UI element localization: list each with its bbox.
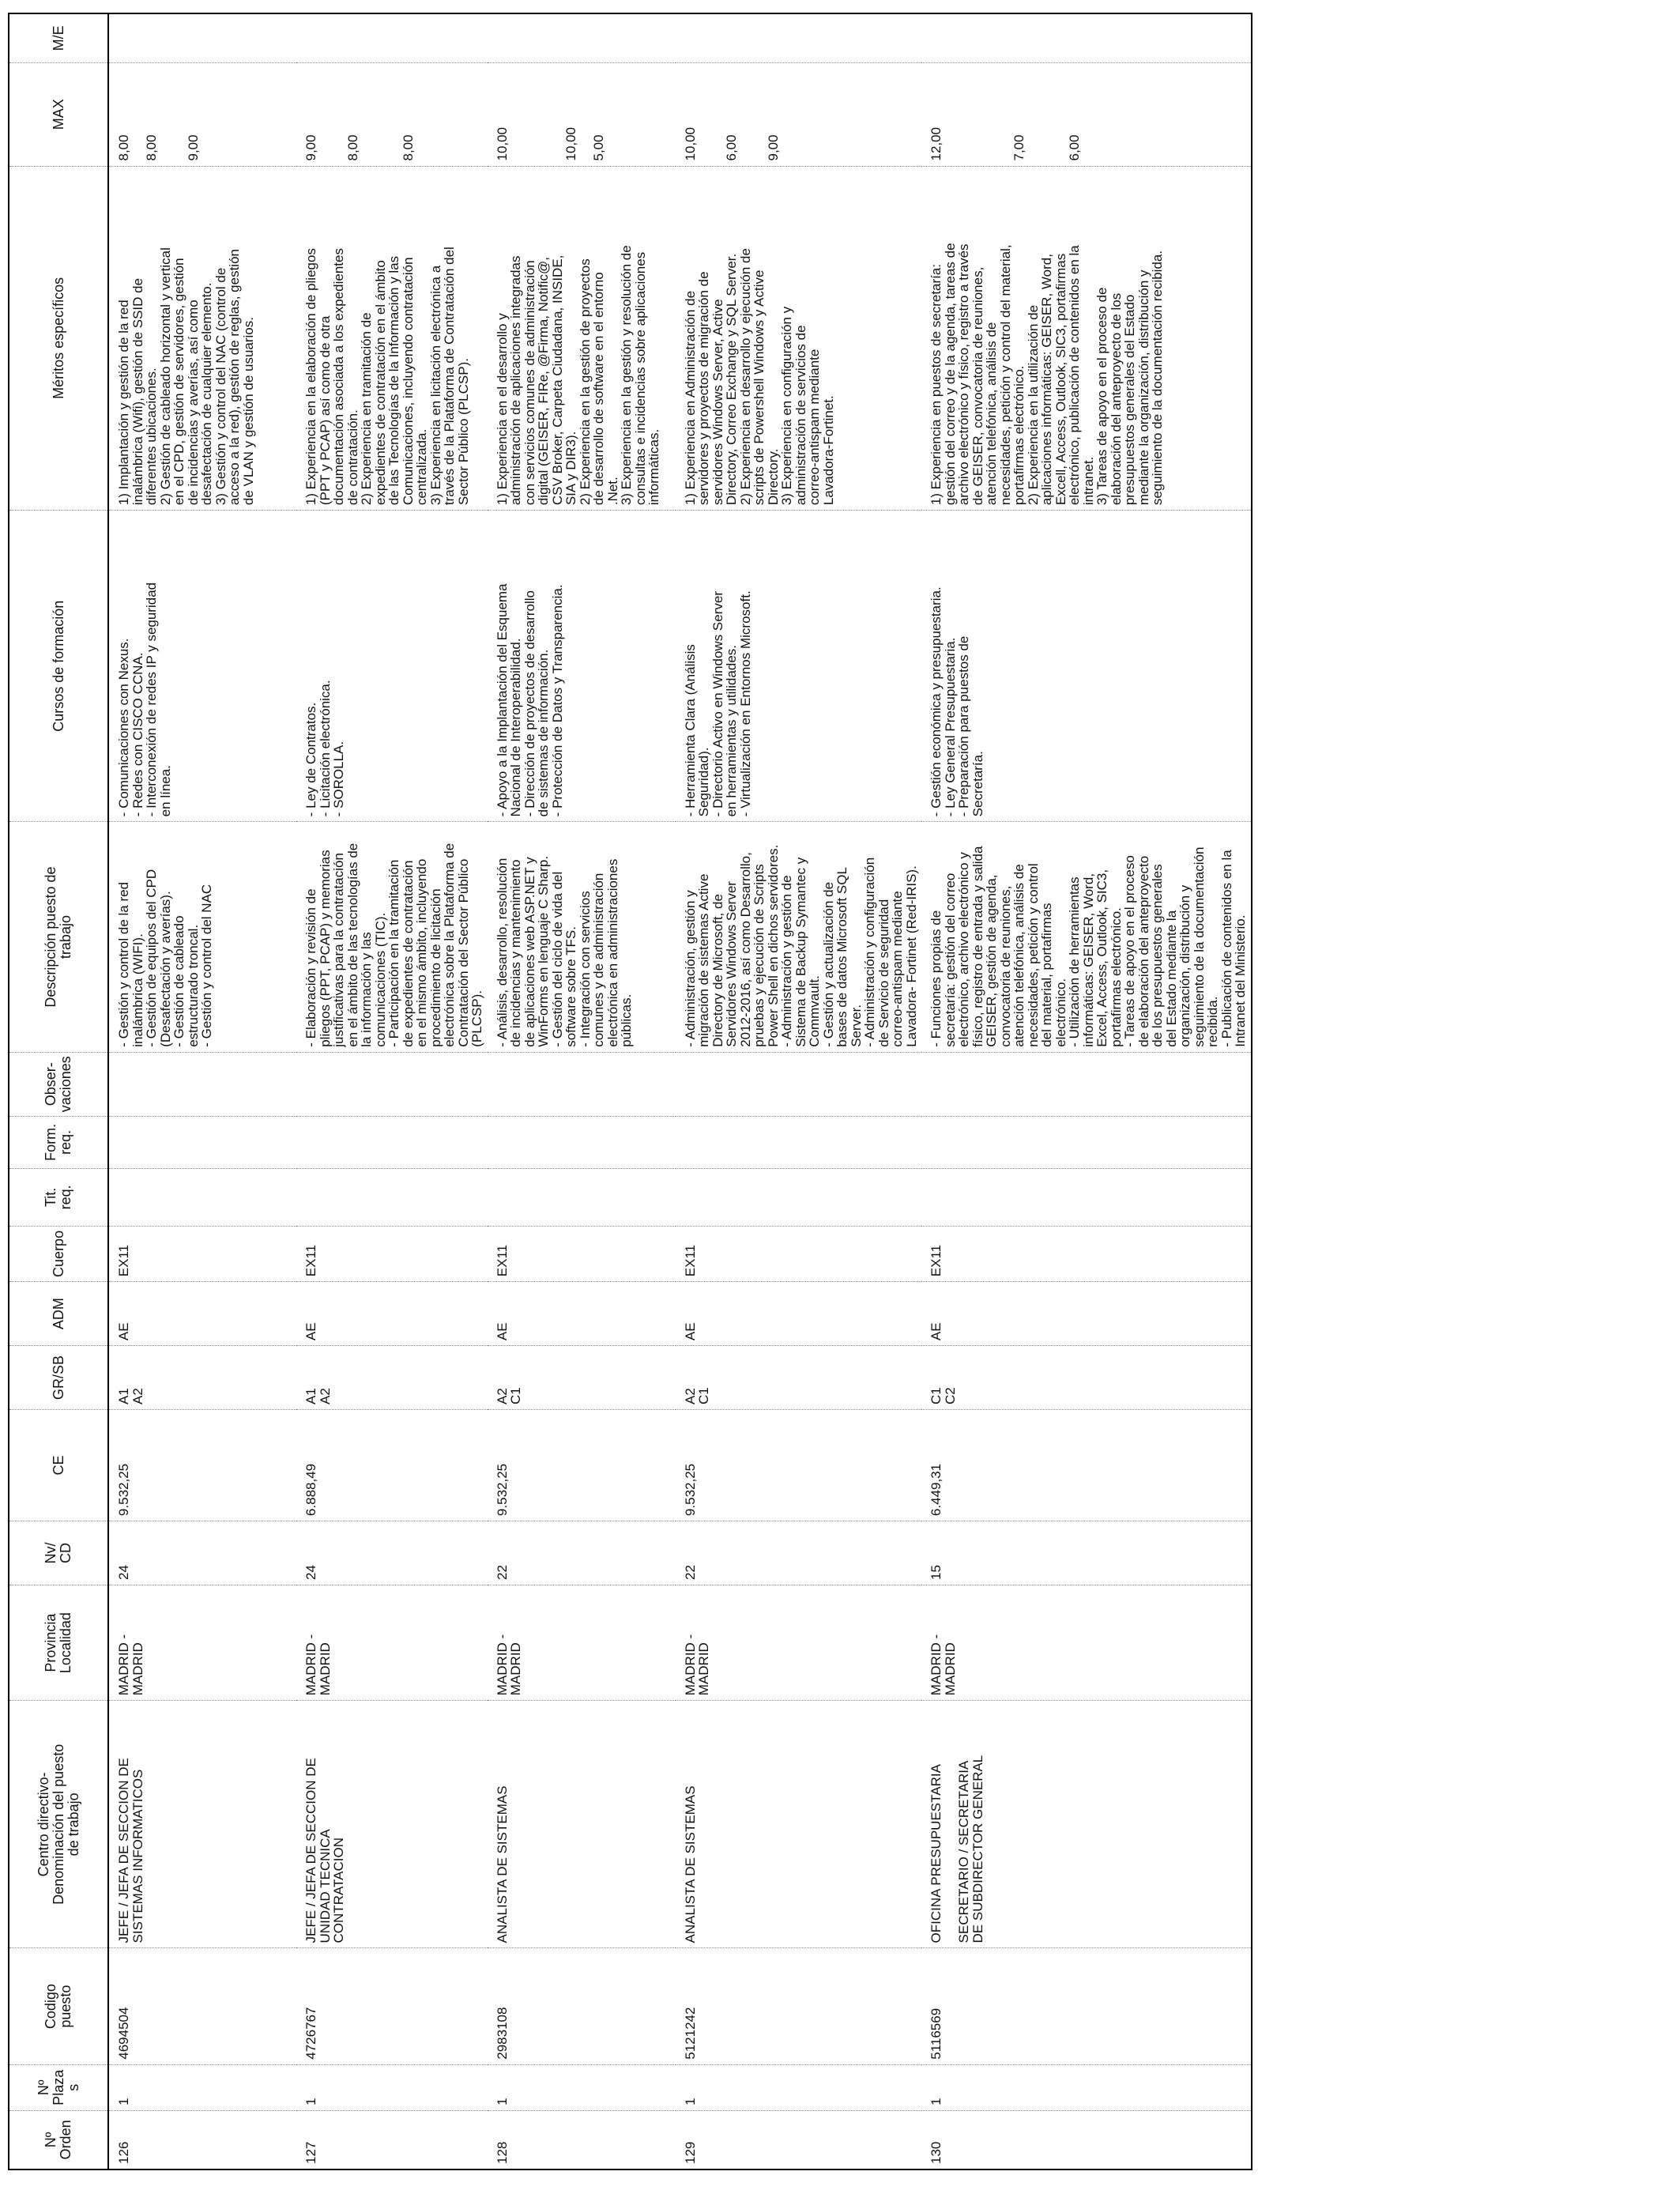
- cell-nivel: 22: [488, 1521, 676, 1585]
- cell-titulacion: [296, 1169, 488, 1227]
- cell-centro: ANALISTA DE SISTEMAS: [676, 1701, 922, 1948]
- cell-centro: JEFE / JEFA DE SECCION DE UNIDAD TECNICA CONTRATACION: [296, 1701, 488, 1948]
- header-cuerpo: Cuerpo: [9, 1226, 108, 1282]
- cell-provincia: MADRID - MADRID: [676, 1585, 922, 1700]
- cell-formacion: [108, 1116, 296, 1168]
- cell-cursos: - Apoyo a la Implantación del Esquema Nacional de Interoperabilidad. - Dirección de proyectos de desarrollo de sistemas de información. - Protección de Datos y Transparencia.: [488, 511, 676, 822]
- cell-ce: 6.449,31: [921, 1410, 1252, 1521]
- header-formacion: Form. req.: [9, 1116, 108, 1168]
- header-meritos: Méritos específicos: [9, 166, 108, 511]
- header-ce: CE: [9, 1410, 108, 1521]
- cell-cuerpo: EX11: [488, 1226, 676, 1282]
- cell-adm: AE: [488, 1282, 676, 1346]
- cell-plazas: 1: [921, 2064, 1252, 2110]
- cell-formacion: [921, 1116, 1252, 1168]
- cell-codigo: 2983108: [488, 1948, 676, 2064]
- cell-me: [488, 13, 676, 62]
- header-adm: ADM: [9, 1282, 108, 1346]
- cell-provincia: MADRID - MADRID: [108, 1585, 296, 1700]
- cell-codigo: 4694504: [108, 1948, 296, 2064]
- header-provincia: Provincia Localidad: [9, 1585, 108, 1700]
- cell-meritos: 1) Experiencia en puestos de secretaría: gestión del correo y de la agenda, tareas de archivo electrónico y físico, registro a través de GEISER, convocatoria de reuniones, atención telefónica, análisis de necesidades, petición y control del material, portafirmas electrónico. 2) Experiencia en la utilización de aplicaciones informáticas: GEISER, Word, Excell, Access, Outlook, SIC3, portafirmas electrónico, publicación de contenidos en la intranet. 3) Tareas de apoyo en el proceso de elaboración del anteproyecto de los presupuestos generales del Estado mediante la organización, distribución y seguimiento de la documentación recibida.: [921, 166, 1252, 511]
- cell-descripcion: - Análisis, desarrollo, resolución de incidencias y mantenimiento de aplicaciones web ASP.NET y WinForms en lenguaje C Sharp. - Gestión del ciclo de vida del software sobre TFS. - Integración con servicios comunes y de administración electrónica en administraciones públicas.: [488, 822, 676, 1052]
- cell-adm: AE: [108, 1282, 296, 1346]
- cell-plazas: 1: [108, 2064, 296, 2110]
- cell-cuerpo: EX11: [676, 1226, 922, 1282]
- cell-cursos: - Gestión económica y presupuestaria. - Ley General Presupuestaria. - Preparación para puestos de Secretaría.: [921, 511, 1252, 822]
- cell-observaciones: [296, 1052, 488, 1116]
- cell-orden: 129: [676, 2110, 922, 2169]
- cell-grupo: A1 A2: [296, 1346, 488, 1410]
- table-row: [108, 13, 296, 2169]
- header-max: MAX: [9, 62, 108, 166]
- cell-titulacion: [676, 1169, 922, 1227]
- header-plazas: Nº Plazas: [9, 2064, 108, 2110]
- cell-observaciones: [108, 1052, 296, 1116]
- cell-nivel: 22: [676, 1521, 922, 1585]
- cell-provincia: MADRID - MADRID: [296, 1585, 488, 1700]
- cell-observaciones: [488, 1052, 676, 1116]
- cell-formacion: [296, 1116, 488, 1168]
- header-grupo: GR/SB: [9, 1346, 108, 1410]
- table-row: [676, 13, 922, 2169]
- cell-descripcion: - Gestión y control de la red inalámbrica (WIFI). - Gestión de equipos del CPD (Desafectación y averías). - Gestión de cableado estructurado troncal. - Gestión y control del NAC: [108, 822, 296, 1052]
- cell-centro: ANALISTA DE SISTEMAS: [488, 1701, 676, 1948]
- cell-cuerpo: EX11: [921, 1226, 1252, 1282]
- cell-cuerpo: EX11: [296, 1226, 488, 1282]
- job-posts-table: [8, 13, 1252, 2170]
- cell-provincia: MADRID - MADRID: [921, 1585, 1252, 1700]
- cell-centro: OFICINA PRESUPUESTARIA SECRETARIO / SECRETARIA DE SUBDIRECTOR GENERAL: [921, 1701, 1252, 1948]
- cell-centro: JEFE / JEFA DE SECCION DE SISTEMAS INFORMATICOS: [108, 1701, 296, 1948]
- cell-me: [921, 13, 1252, 62]
- cell-meritos: 1) Implantación y gestión de la red inalámbrica (Wifi), gestión de SSID de diferentes ubicaciones. 2) Gestión de cableado horizontal y vertical en el CPD, gestión de servidores, gestión de incidencias y averías, así como desafectación de cualquier elemento. 3) Gestión y control del NAC (control de acceso a la red), gestión de reglas, gestión de VLAN y gestión de usuarios.: [108, 166, 296, 511]
- cell-grupo: A2 C1: [676, 1346, 922, 1410]
- cell-cuerpo: EX11: [108, 1226, 296, 1282]
- table-row: [296, 13, 488, 2169]
- cell-cursos: - Herramienta Clara (Análisis Seguridad). - Directorio Activo en Windows Server en herramientas y utilidades. - Virtualización en Entornos Microsoft.: [676, 511, 922, 822]
- cell-grupo: A2 C1: [488, 1346, 676, 1410]
- cell-max: 10,00 10,00 5,00: [488, 62, 676, 166]
- cell-plazas: 1: [296, 2064, 488, 2110]
- cell-ce: 6.888,49: [296, 1410, 488, 1521]
- cell-descripcion: - Administración, gestión y migración de sistemas Active Directory de Microsoft, de Servidores Windows Server 2012-2016, así como Desarrollo, pruebas y ejecución de Scripts Power Shell en dichos servidores. - Administración y gestión de Sistema de Backup Symantec y Commvault. - Gestión y actualización de bases de datos Microsoft SQL Server. - Administración y configuración de Servicio de seguridad correo-antispam mediante Lavadora- Fortinet (Red-IRIS).: [676, 822, 922, 1052]
- cell-descripcion: - Funciones propias de secretaría: gestión del correo electrónico, archivo electrónico y físico, registro de entrada y salida GEISER, gestión de agenda, convocatoria de reuniones, atención telefónica, análisis de necesidades, petición y control del material, portafirmas electrónico. - Utilización de herramientas informáticas: GEISER, Word, Excel, Access, Outlook, SIC3, portafirmas electrónico. - Tareas de apoyo en el proceso de elaboración del anteproyecto de los presupuestos generales del Estado mediante la organización, distribución y seguimiento de la documentación recibida. - Publicación de contenidos en la Intranet del Ministerio.: [921, 822, 1252, 1052]
- cell-orden: 126: [108, 2110, 296, 2169]
- header-orden: Nº Orden: [9, 2110, 108, 2169]
- cell-codigo: 4726767: [296, 1948, 488, 2064]
- cell-plazas: 1: [488, 2064, 676, 2110]
- table-row: [488, 13, 676, 2169]
- cell-me: [108, 13, 296, 62]
- cell-ce: 9.532,25: [488, 1410, 676, 1521]
- cell-meritos: 1) Experiencia en la elaboración de pliegos (PPT y PCAP) así como de otra documentación asociada a los expedientes de contratación. 2) Experiencia en tramitación de expedientes de contratación en el ámbito de las Tecnologías de la Información y las Comunicaciones, incluyendo contratación centralizada. 3) Experiencia en licitación electrónica a través de la Plataforma de Contratación del Sector Público (PLCSP).: [296, 166, 488, 511]
- cell-max: 10,00 6,00 9,00: [676, 62, 922, 166]
- cell-meritos: 1) Experiencia en Administración de servidores y proyectos de migración de servidores Windows Server, Active Directory, Correo Exchange y SQL Server. 2) Experiencia en desarrollo y ejecución de scripts de Powershell Windows y Active Directory. 3) Experiencia en configuración y administración de servicios de correo-antispam mediante Lavadora-Fortinet.: [676, 166, 922, 511]
- header-descripcion: Descripción puesto de trabajo: [9, 822, 108, 1052]
- header-cursos: Cursos de formación: [9, 511, 108, 822]
- cell-formacion: [488, 1116, 676, 1168]
- cell-codigo: 5116569: [921, 1948, 1252, 2064]
- cell-max: 12,00 7,00 6,00: [921, 62, 1252, 166]
- table-row: [921, 13, 1252, 2169]
- cell-adm: AE: [921, 1282, 1252, 1346]
- cell-titulacion: [921, 1169, 1252, 1227]
- header-centro: Centro directivo- Denominación del puesto de trabajo: [9, 1701, 108, 1948]
- cell-nivel: 24: [108, 1521, 296, 1585]
- cell-ce: 9.532,25: [676, 1410, 922, 1521]
- table-header-row: [9, 13, 108, 2169]
- cell-observaciones: [676, 1052, 922, 1116]
- cell-max: 9,00 8,00 8,00: [296, 62, 488, 166]
- header-observaciones: Obser- vaciones: [9, 1052, 108, 1116]
- cell-nivel: 15: [921, 1521, 1252, 1585]
- cell-me: [676, 13, 922, 62]
- header-nivel: Nv/ CD: [9, 1521, 108, 1585]
- cell-plazas: 1: [676, 2064, 922, 2110]
- cell-observaciones: [921, 1052, 1252, 1116]
- cell-max: 8,00 8,00 9,00: [108, 62, 296, 166]
- cell-titulacion: [108, 1169, 296, 1227]
- cell-grupo: A1 A2: [108, 1346, 296, 1410]
- cell-orden: 130: [921, 2110, 1252, 2169]
- cell-descripcion: - Elaboración y revisión de pliegos (PPT, PCAP) y memorias justificativas para la contratación en el ámbito de las tecnologías de la información y las comunicaciones (TIC). - Participación en la tramitación de expedientes de contratación en el mismo ámbito, incluyendo procedimiento de licitación electrónica sobre la Plataforma de Contratación del Sector Público (PLCSP).: [296, 822, 488, 1052]
- cell-adm: AE: [296, 1282, 488, 1346]
- cell-me: [296, 13, 488, 62]
- header-me: M/E: [9, 13, 108, 62]
- cell-grupo: C1 C2: [921, 1346, 1252, 1410]
- cell-cursos: - Comunicaciones con Nexus. - Redes con CISCO CCNA. - Interconexión de redes IP y seguridad en línea.: [108, 511, 296, 822]
- cell-adm: AE: [676, 1282, 922, 1346]
- cell-nivel: 24: [296, 1521, 488, 1585]
- cell-provincia: MADRID - MADRID: [488, 1585, 676, 1700]
- cell-ce: 9.532,25: [108, 1410, 296, 1521]
- header-codigo: Codigo puesto: [9, 1948, 108, 2064]
- cell-meritos: 1) Experiencia en el desarrollo y administración de aplicaciones integradas con servicios comunes de administración digital (GEISER, FIRe, @Firma, Notific@, CSV Broker, Carpeta Ciudadana, INSIDE, SIA y DIR3). 2) Experiencia en la gestión de proyectos de desarrollo de software en el entorno .Net. 3) Experiencia en la gestión y resolución de consultas e incidencias sobre aplicaciones informáticas.: [488, 166, 676, 511]
- cell-cursos: - Ley de Contratos. - Licitación electrónica. - SOROLLA.: [296, 511, 488, 822]
- cell-codigo: 5121242: [676, 1948, 922, 2064]
- cell-orden: 128: [488, 2110, 676, 2169]
- cell-titulacion: [488, 1169, 676, 1227]
- cell-orden: 127: [296, 2110, 488, 2169]
- header-titulacion: Tit. req.: [9, 1169, 108, 1227]
- cell-formacion: [676, 1116, 922, 1168]
